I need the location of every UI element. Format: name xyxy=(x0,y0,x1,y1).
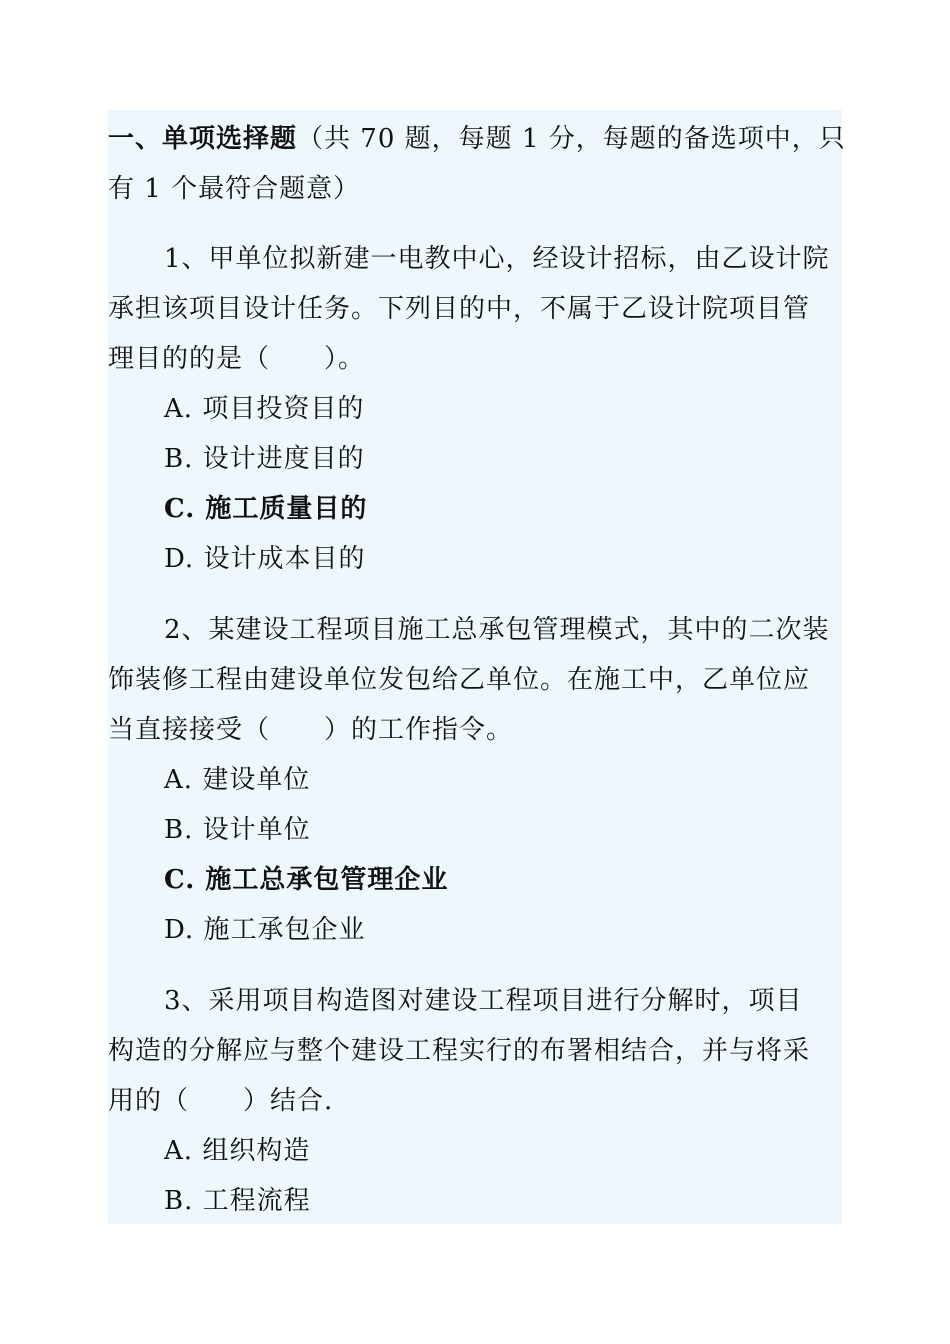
question-2-option-c-answer xyxy=(164,863,448,897)
option-label: C. xyxy=(164,494,196,524)
option-label: C. xyxy=(164,865,196,895)
section-heading: 一、单项选择题 xyxy=(108,124,298,154)
option-label: A. xyxy=(164,1136,194,1166)
option-text: 项目投资目的 xyxy=(202,394,365,424)
section-heading-line xyxy=(108,122,846,156)
question-2-stem-line-3: 当直接接受（ ）的工作指令。 xyxy=(108,715,514,745)
question-2-stem-line-1: 2、某建设工程项目施工总承包管理模式，其中的二次装 xyxy=(164,615,830,645)
question-1-option-b xyxy=(164,442,365,476)
option-text: 设计单位 xyxy=(202,815,311,845)
section-note-continued: 有 1 个最符合题意） xyxy=(108,174,361,204)
question-2-option-b xyxy=(164,813,311,847)
option-text: 设计进度目的 xyxy=(202,444,365,474)
option-text: 组织构造 xyxy=(202,1136,311,1166)
question-3-stem-line-1: 3、采用项目构造图对建设工程项目进行分解时，项目 xyxy=(164,986,803,1016)
section-note: （共 70 题，每题 1 分，每题的备选项中，只 xyxy=(297,124,846,154)
question-3-stem-line-3: 用的（ ）结合. xyxy=(108,1086,334,1116)
question-1-stem-line-1: 1、甲单位拟新建一电教中心，经设计招标，由乙设计院 xyxy=(164,244,830,274)
option-label: B. xyxy=(164,1186,194,1216)
question-1-option-a xyxy=(164,392,364,426)
option-text: 设计成本目的 xyxy=(203,544,366,574)
question-3-option-a xyxy=(164,1134,310,1168)
option-label: B. xyxy=(164,815,194,845)
question-3-option-b xyxy=(164,1184,311,1218)
option-label: A. xyxy=(164,394,194,424)
question-2-option-a xyxy=(164,763,310,797)
question-1-option-c-answer xyxy=(164,492,367,526)
question-1-option-d xyxy=(164,542,365,576)
option-label: B. xyxy=(164,444,194,474)
option-text: 施工承包企业 xyxy=(203,915,366,945)
question-2-option-d xyxy=(164,913,365,947)
option-label: A. xyxy=(164,765,194,795)
option-label: D. xyxy=(164,915,195,945)
question-3-stem-line-2: 构造的分解应与整个建设工程实行的布署相结合，并与将采 xyxy=(108,1036,811,1066)
question-text-block xyxy=(108,110,846,1224)
question-1-stem-line-3: 理目的的是（ ）。 xyxy=(108,344,366,374)
option-label: D. xyxy=(164,544,195,574)
option-text: 施工质量目的 xyxy=(205,494,368,524)
question-2-stem-line-2: 饰装修工程由建设单位发包给乙单位。在施工中，乙单位应 xyxy=(108,665,811,695)
option-text: 建设单位 xyxy=(202,765,311,795)
option-text: 施工总承包管理企业 xyxy=(205,865,449,895)
question-1-stem-line-2: 承担该项目设计任务。下列目的中，不属于乙设计院项目管 xyxy=(108,294,811,324)
option-text: 工程流程 xyxy=(202,1186,311,1216)
